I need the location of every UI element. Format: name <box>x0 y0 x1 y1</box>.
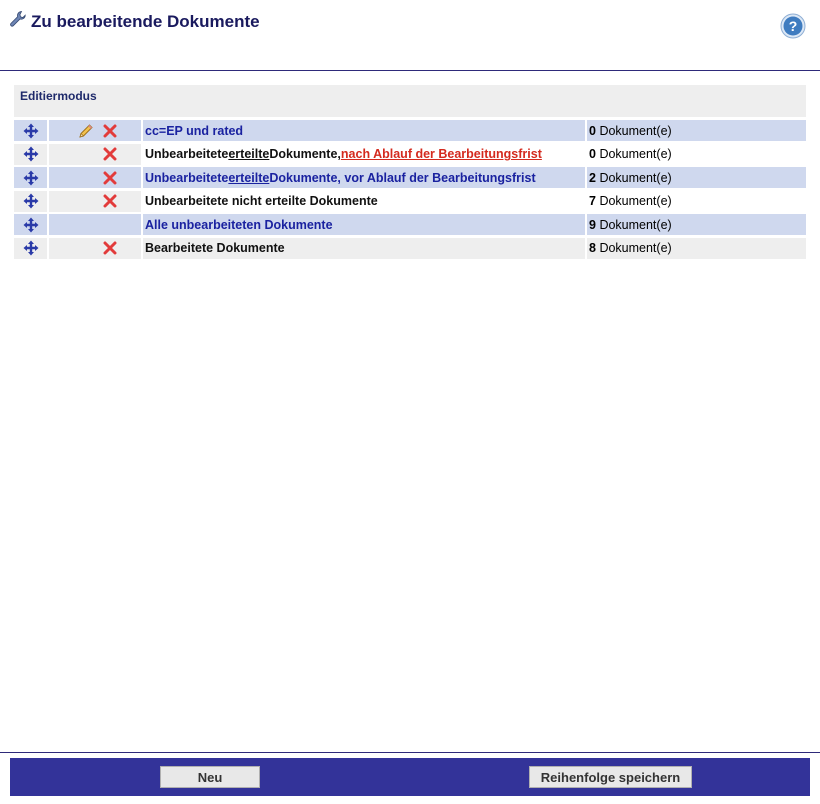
move-handle[interactable] <box>14 120 47 141</box>
document-list <box>14 120 806 261</box>
row-name[interactable] <box>143 167 585 188</box>
move-handle[interactable] <box>14 238 47 259</box>
count-unit: Dokument(e) <box>599 123 672 138</box>
page-title: Zu bearbeitende Dokumente <box>31 11 260 31</box>
save-order-button[interactable]: Reihenfolge speichern <box>529 766 692 788</box>
move-handle[interactable] <box>14 191 47 212</box>
move-icon[interactable] <box>23 146 39 162</box>
count-unit: Dokument(e) <box>599 170 672 185</box>
row-count <box>587 191 806 212</box>
row-count <box>587 214 806 235</box>
delete-icon[interactable] <box>103 124 117 138</box>
row-name-text: Dokumente, <box>269 147 341 161</box>
row-name[interactable] <box>143 191 585 212</box>
row-name[interactable] <box>143 238 585 259</box>
help-label: ? <box>788 17 798 34</box>
count-value: 0 <box>589 123 596 138</box>
deadline-link[interactable]: nach Ablauf der Bearbeitungsfrist <box>340 147 542 161</box>
list-row <box>14 191 806 212</box>
row-actions <box>49 167 141 188</box>
move-handle[interactable] <box>14 144 47 165</box>
footer-bar <box>10 758 810 796</box>
row-name-text[interactable]: Alle unbearbeiteten Dokumente <box>145 217 333 232</box>
count-unit: Dokument(e) <box>599 241 672 255</box>
move-icon[interactable] <box>23 240 39 256</box>
row-name-link[interactable]: erteilte <box>228 147 270 161</box>
move-icon[interactable] <box>23 123 39 139</box>
list-row <box>14 238 806 259</box>
help-button[interactable] <box>780 13 806 39</box>
count-unit: Dokument(e) <box>599 217 672 232</box>
row-count <box>587 238 806 259</box>
row-actions <box>49 238 141 259</box>
delete-icon[interactable] <box>103 171 117 185</box>
edit-mode-label: Editiermodus <box>20 89 97 103</box>
count-value: 2 <box>589 170 596 185</box>
row-count <box>587 120 806 141</box>
row-name[interactable] <box>143 120 585 141</box>
count-unit: Dokument(e) <box>599 147 672 161</box>
count-unit: Dokument(e) <box>599 194 672 208</box>
move-handle[interactable] <box>14 214 47 235</box>
row-actions <box>49 191 141 212</box>
count-value: 9 <box>589 217 596 232</box>
list-row <box>14 214 806 235</box>
list-row <box>14 120 806 141</box>
row-name-text[interactable]: Unbearbeitete nicht erteilte Dokumente <box>145 194 378 208</box>
edit-mode-bar <box>14 85 806 117</box>
row-name-text: Dokumente, vor Ablauf der Bearbeitungsfrist <box>269 170 536 185</box>
move-icon[interactable] <box>23 217 39 233</box>
row-name-link[interactable]: erteilte <box>228 170 270 185</box>
row-actions <box>49 120 141 141</box>
delete-icon[interactable] <box>103 194 117 208</box>
pencil-icon[interactable] <box>78 123 94 139</box>
row-actions <box>49 144 141 165</box>
row-name-text[interactable]: Bearbeitete Dokumente <box>145 241 285 255</box>
row-actions <box>49 214 141 235</box>
row-name-text[interactable]: cc=EP und rated <box>145 123 244 138</box>
new-button[interactable]: Neu <box>160 766 260 788</box>
header <box>0 0 820 71</box>
move-icon[interactable] <box>23 193 39 209</box>
help-icon <box>780 13 806 39</box>
row-count <box>587 144 806 165</box>
title-wrap <box>9 10 260 33</box>
move-icon[interactable] <box>23 170 39 186</box>
row-count <box>587 167 806 188</box>
row-name-text: Unbearbeitete <box>145 170 229 185</box>
delete-icon[interactable] <box>103 241 117 255</box>
list-row <box>14 167 806 188</box>
count-value: 0 <box>589 147 596 161</box>
list-row <box>14 144 806 165</box>
delete-icon[interactable] <box>103 147 117 161</box>
move-handle[interactable] <box>14 167 47 188</box>
footer-divider <box>0 752 820 753</box>
wrench-icon <box>9 10 27 33</box>
count-value: 7 <box>589 194 596 208</box>
count-value: 8 <box>589 241 596 255</box>
row-name-text: Unbearbeitete <box>145 147 229 161</box>
row-name[interactable] <box>143 144 585 165</box>
row-name[interactable] <box>143 214 585 235</box>
